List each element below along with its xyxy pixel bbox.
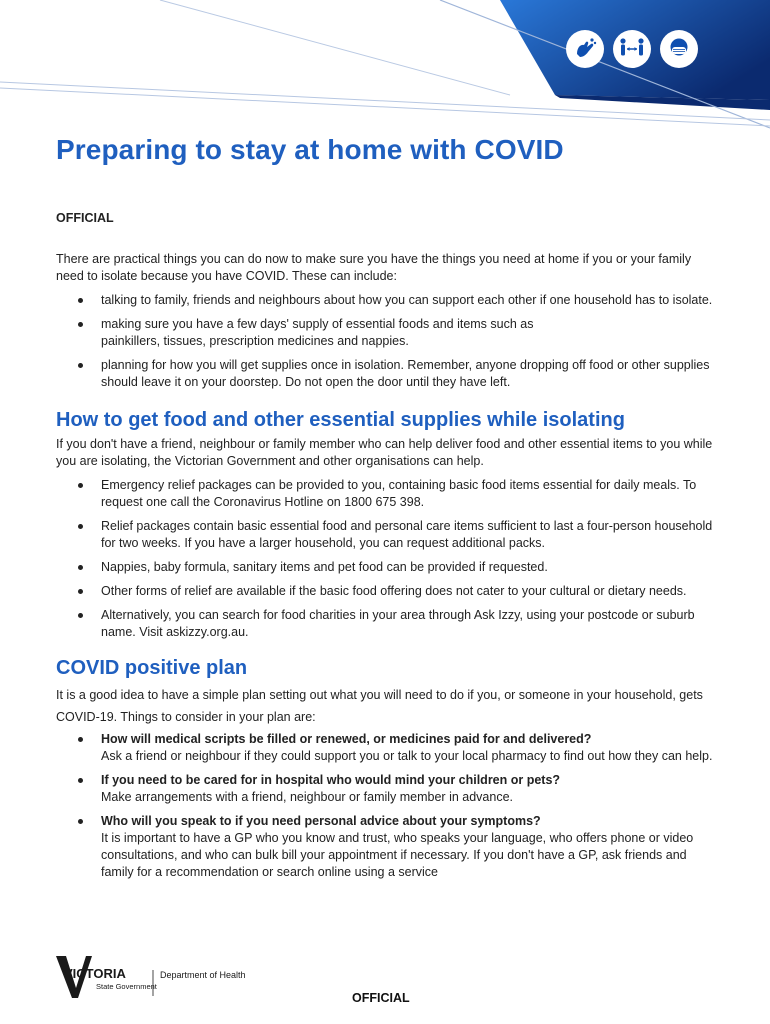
handwashing-icon: [566, 30, 604, 68]
answer-text: It is important to have a GP who you know and trust, who speaks your language, who offers phone or video consultations, and who can bulk bill your appointment if necessary. If you don't have a GP, ask friends and family for a recommendation or search online using a service: [101, 831, 694, 879]
list-item: [56, 772, 716, 806]
victoria-government-logo: [56, 956, 246, 1004]
list-item: talking to family, friends and neighbours about how you can support each other if one household has to isolate.: [56, 292, 716, 309]
section-intro-supplies: If you don't have a friend, neighbour or family member who can help deliver food and other essential items to you while you are isolating, the Victorian Government and other organisations can help.: [56, 437, 713, 468]
list-item: Relief packages contain basic essential food and personal care items sufficient to last a four-person household for two weeks. If you have a larger household, you can request additional packs.: [56, 518, 716, 552]
list-item: [56, 813, 716, 881]
question-text: How will medical scripts be filled or renewed, or medicines paid for and delivered?: [101, 732, 592, 746]
plan-list: [56, 731, 716, 881]
section-intro-plan: It is a good idea to have a simple plan setting out what you will need to do if you, or someone in your household, gets COVID-19. Things to consider in your plan are:: [56, 688, 703, 724]
question-text: Who will you speak to if you need personal advice about your symptoms?: [101, 814, 541, 828]
answer-text: Ask a friend or neighbour if they could support you or talk to your local pharmacy to find out how they can help.: [101, 749, 713, 763]
list-item: Alternatively, you can search for food charities in your area through Ask Izzy, using your postcode or suburb name. Visit askizzy.org.au.: [56, 607, 716, 641]
list-item: planning for how you will get supplies once in isolation. Remember, anyone dropping off food or other supplies should leave it on your doorstep. Do not open the door until they have left.: [56, 357, 716, 391]
question-text: If you need to be cared for in hospital who would mind your children or pets?: [101, 773, 561, 787]
department-name: Department of Health: [160, 970, 246, 980]
logo-wordmark: VICTORIA: [64, 966, 126, 981]
intro-paragraph: There are practical things you can do now to make sure you have the things you need at home if you or your family need to isolate because you have COVID. These can include:: [56, 252, 692, 283]
face-mask-icon: [660, 30, 698, 68]
logo-subtext: State Government: [96, 982, 157, 991]
footer-classification: OFFICIAL: [352, 991, 410, 1005]
list-item: making sure you have a few days' supply of essential foods and items such as painkillers, tissues, prescription medicines and nappies.: [56, 316, 716, 350]
intro-list: [56, 292, 716, 391]
page-title: Preparing to stay at home with COVID: [56, 134, 564, 165]
health-icons: [566, 30, 698, 68]
list-item: [56, 731, 716, 765]
list-item: Other forms of relief are available if the basic food offering does not cater to your cultural or dietary needs.: [56, 583, 716, 600]
answer-text: Make arrangements with a friend, neighbour or family member in advance.: [101, 790, 514, 804]
section-heading-supplies: How to get food and other essential supplies while isolating: [56, 409, 625, 431]
list-item: Nappies, baby formula, sanitary items and pet food can be provided if requested.: [56, 559, 716, 576]
main-content: [56, 251, 716, 881]
list-item: Emergency relief packages can be provided to you, containing basic food items essential for daily meals. To request one call the Coronavirus Hotline on 1800 675 398.: [56, 477, 716, 511]
social-distancing-icon: [613, 30, 651, 68]
classification-label: OFFICIAL: [56, 211, 114, 225]
supplies-list: [56, 477, 716, 641]
section-heading-plan: COVID positive plan: [56, 657, 248, 679]
